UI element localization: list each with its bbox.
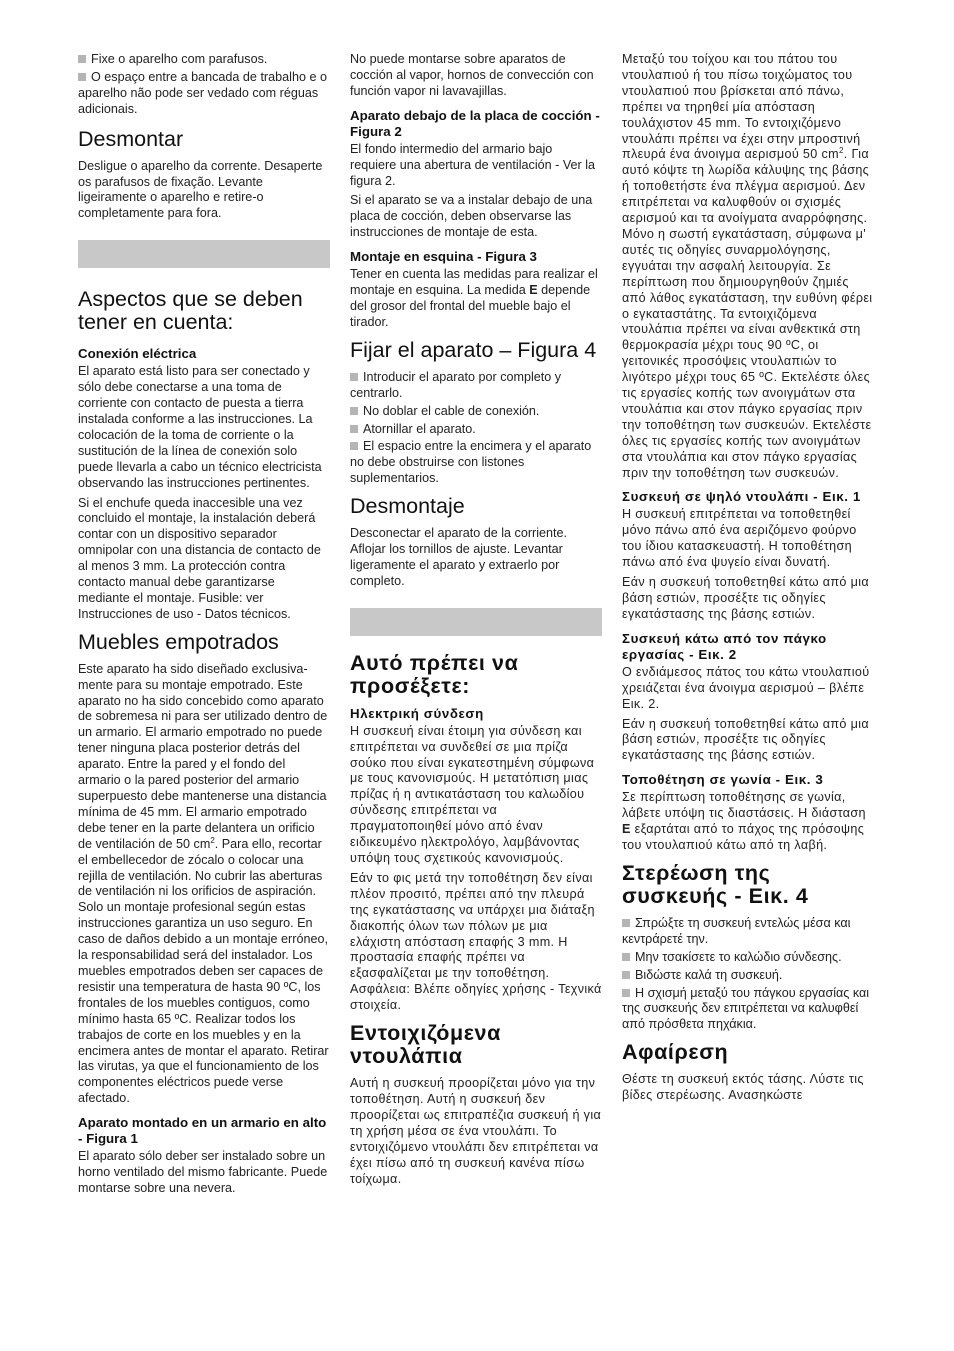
paragraph: Si el enchufe queda inaccesible una vez concluido el montaje, la instalación deberá contar con un dispositivo separador omnipolar con una distancia de contacto de al menos 3 mm. La protección contra contacto manual debe garantizarse mediante el montaje. Fusible: ver Instrucciones de uso - Datos técnicos. bbox=[78, 495, 321, 621]
section-title-fijar: Fijar el aparato – Figura 4 bbox=[350, 337, 597, 362]
bullet-square-icon bbox=[622, 989, 630, 997]
paragraph: Η συσκευή είναι έτοιμη για σύνδεση και επιτρέπεται να συνδεθεί σε μια πρίζα σούκο που είναι εγκατεστημένη σύμφωνα με τους κανονισμούς. Η μετατόπιση μιας πρίζας ή η αντικατάσταση του καλωδίου σύνδεσης επιτρέπεται να πραγματοποιηθεί μόνο από έναν ειδικευμένο ηλεκτρολόγο, λαμβάνοντας υπόψη τους σχετικούς κανονισμούς. bbox=[350, 723, 595, 865]
paragraph: Desconectar el aparato de la corriente. Aflojar los tornillos de ajuste. Levantar ligeramente el aparato y extraerlo por completo. bbox=[350, 526, 568, 588]
section-title-entoixizomena: Εντοιχιζόμενα ντουλάπια bbox=[350, 1021, 501, 1069]
bullet-square-icon bbox=[350, 407, 358, 415]
list-item: Η σχισμή μεταξύ του πάγκου εργασίας και της συσκευής δεν επιτρέπεται να καλυφθεί από πρόσθετα πηχάκια. bbox=[622, 985, 870, 1032]
paragraph: Σε περίπτωση τοποθέτησης σε γωνία, λάβετε υπόψη τις διαστάσεις. Η διάσταση E εξαρτάται από το πάχος της πρόσοψης του ντουλαπιού κάτω από τη λαβή. bbox=[622, 790, 866, 852]
section-title-muebles: Muebles empotrados bbox=[78, 629, 279, 654]
paragraph: No puede montarse sobre aparatos de cocción al vapor, hornos de convección con función vapor ni lavavajillas. bbox=[350, 52, 594, 98]
section-title-desmontaje: Desmontaje bbox=[350, 494, 465, 519]
paragraph: El aparato sólo deber ser instalado sobre un horno ventilado del mismo fabricante. Puede montarse sobre una nevera. bbox=[78, 1149, 328, 1195]
subheading-ipsilo: Συσκευή σε ψηλό ντουλάπι - Εικ. 1 bbox=[622, 489, 861, 505]
bullet-square-icon bbox=[350, 442, 358, 450]
list-item: Fixe o aparelho com parafusos. bbox=[78, 52, 330, 68]
section-divider-bar bbox=[350, 608, 602, 636]
subheading-esquina: Montaje en esquina - Figura 3 bbox=[350, 249, 537, 265]
paragraph: El aparato está listo para ser conectado y sólo debe conectarse a una toma de corriente con contacto de puesta a tierra instalada conforme a las instrucciones. La colocación de la toma de corriente o la sustitución de la línea de conexión solo puede llevarla a cabo un técnico electricista observando las instrucciones pertinentes. bbox=[78, 364, 322, 490]
section-title-sterewsi: Στερέωση της συσκευής - Εικ. 4 bbox=[622, 860, 809, 908]
bullet-square-icon bbox=[78, 73, 86, 81]
paragraph: Εάν η συσκευή τοποθετηθεί κάτω από μια βάση εστιών, προσέξτε τις οδηγίες εγκατάστασης της βάσης εστιών. bbox=[622, 575, 870, 621]
bullet-square-icon bbox=[350, 425, 358, 433]
bullet-square-icon bbox=[622, 953, 630, 961]
paragraph: Μεταξύ του τοίχου και του πάτου του ντουλαπιού ή του πίσω τοιχώματος του ντουλαπιού που βρίσκεται από πάνω, πρέπει να τηρηθεί μία απόσταση τουλάχιστον 45 mm. Το εντοιχιζόμενο ντουλάπι πρέπει να έχει στην μπροστινή πλευρά ένα άνοιγμα αερισμού 50 $cm^2$. Για αυτό κόψτε τη λωρίδα κάλυψης της βάσης ή τοποθετήστε ένα πλέγμα αερισμού. Δεν επιτρέπεται να καλυφθούν οι σχισμές αερισμού και τα ανοίγματα αναρρόφησης. Μόνο η σωστή εγκατάσταση, σύμφωνα μ' αυτές τις οδηγίες συναρμολόγησης, εγγυάται την ασφαλή λειτουργία. Σε περίπτωση που δημιουργηθούν ζημιές από λάθος εγκατάσταση, την ευθύνη φέρει ο εγκαταστάτης. Τα εντοιχιζόμενα ντουλάπια πρέπει να είναι ανθεκτικά στη θερμοκρασία μέχρι τους 90 ºC, οι γειτονικές προσόψεις ντουλαπιών το λιγότερο μέχρι τους 65 ºC. Εκτελέστε όλες τις εργασίες κοπής των ανοιγμάτων στα ντουλάπια και στον πάγκο εργασίας πριν την τοποθέτηση των συσκευών. Εκτελέστε όλες τις εργασίες κοπής των ανοιγμάτων στα ντουλάπια και στον πάγκο εργασίας πριν την τοποθέτηση των συσκευών. bbox=[622, 52, 873, 480]
paragraph: Η συσκευή επιτρέπεται να τοποθετηθεί μόνο πάνω από ένα αεριζόμενο φούρνο του ίδιου κατασκευαστή. Η τοποθέτηση πάνω από ένα ψυγείο είναι δυνατή. bbox=[622, 507, 857, 570]
paragraph: El fondo intermedio del armario bajo requiere una abertura de ventilación - Ver la figura 2. bbox=[350, 141, 596, 188]
bullet-square-icon bbox=[78, 55, 86, 63]
list-item: Σπρώξτε τη συσκευή εντελώς μέσα και κεντράρετέ την. bbox=[622, 915, 851, 946]
list-item: Introducir el aparato por completo y centrarlo. bbox=[350, 369, 562, 400]
paragraph: Ο ενδιάμεσος πάτος του κάτω ντουλαπιού χρειάζεται ένα άνοιγμα αερισμού – βλέπε Εικ. 2. bbox=[622, 664, 870, 711]
paragraph: Desligue o aparelho da corrente. Desaperte os parafusos de fixação. Levante ligeiramente o aparelho e retire-o completamente para fora. bbox=[78, 158, 323, 221]
list-item: Atornillar el aparato. bbox=[350, 422, 602, 438]
paragraph: Tener en cuenta las medidas para realizar el montaje en esquina. La medida E depende del grosor del frontal del mueble bajo el tirador. bbox=[350, 267, 598, 329]
subheading-gonia: Τοποθέτηση σε γωνία - Εικ. 3 bbox=[622, 772, 824, 788]
list-item: O espaço entre a bancada de trabalho e o aparelho não pode ser vedado com réguas adicionais. bbox=[78, 69, 327, 116]
section-title-aspectos: Aspectos que se deben tener en cuenta: bbox=[78, 287, 303, 335]
subheading-conexion: Conexión eléctrica bbox=[78, 346, 197, 362]
section-title-desmontar: Desmontar bbox=[78, 126, 184, 151]
subheading-alto: Aparato montado en un armario en alto - Figura 1 bbox=[78, 1115, 327, 1147]
paragraph: Εάν η συσκευή τοποθετηθεί κάτω από μια βάση εστιών, προσέξτε τις οδηγίες εγκατάστασης της βάσης εστιών. bbox=[622, 716, 870, 763]
subheading-ilektriki: Ηλεκτρική σύνδεση bbox=[350, 705, 484, 721]
column-3 bbox=[622, 52, 876, 1108]
section-title-afairesi: Αφαίρεση bbox=[622, 1040, 729, 1065]
subheading-pagko: Συσκευή κάτω από τον πάγκο εργασίας - Εικ. 2 bbox=[622, 630, 827, 662]
section-divider-bar bbox=[78, 240, 330, 268]
paragraph: Αυτή η συσκευή προορίζεται μόνο για την τοποθέτηση. Αυτή η συσκευή δεν προορίζεται ως επιτραπέζια συσκευή ή για τη χρήση μέσα σε ένα ντουλάπι. Το εντοιχιζόμενο ντουλάπι δεν επιτρέπεται να έχει πίσω από τη συσκευή κανένα πίσω τοίχωμα. bbox=[350, 1076, 602, 1186]
subheading-placa: Aparato debajo de la placa de cocción - Figura 2 bbox=[350, 107, 600, 139]
bullet-square-icon bbox=[622, 971, 630, 979]
paragraph: Si el aparato se va a instalar debajo de una placa de cocción, deben observarse las instrucciones de montaje de esta. bbox=[350, 193, 593, 240]
list-item: Βιδώστε καλά τη συσκευή. bbox=[622, 968, 876, 984]
paragraph: Este aparato ha sido diseñado exclusivamente para su montaje empotrado. Este aparato no ha sido concebido como aparato de sobremesa ni para ser utilizado dentro de un armario. El armario empotrado no puede tener ninguna placa posterior detrás del aparato. Entre la pared y el fondo del armario o la pared posterior del armario superpuesto debe mantenerse una distancia mínima de 45 mm. El armario empotrado debe tener en la parte delantera un orificio de ventilación de 50 $cm^2$. Para ello, recortar el embellecedor de zócalo o colocar una rejilla de ventilación. No cubrir las aberturas de ventilación ni los orificios de aspiración. Solo un montaje profesional según estas instrucciones garantiza un uso seguro. En caso de daños debido a un montaje erróneo, la responsabilidad será del instalador. Los muebles empotrados deben ser capaces de resistir una temperatura de hasta 90 ºC, los frontales de los muebles contiguos, como mínimo hasta 65 ºC. Realizar todos los trabajos de corte en los muebles y en la encimera antes de montar el aparato. Retirar las virutas, ya que el funcionamiento de los componentes eléctricos puede verse afectado. bbox=[78, 661, 329, 1106]
list-item: El espacio entre la encimera y el aparato no debe obstruirse con listones suplementarios. bbox=[350, 439, 592, 486]
paragraph: Θέστε τη συσκευή εκτός τάσης. Λύστε τις βίδες στερέωσης. Ανασηκώστε bbox=[622, 1072, 864, 1103]
list-item: No doblar el cable de conexión. bbox=[350, 404, 602, 420]
list-item: Μην τσακίσετε το καλώδιο σύνδεσης. bbox=[622, 950, 876, 966]
greek-section bbox=[350, 652, 602, 1188]
column-2 bbox=[350, 52, 602, 1191]
column-1 bbox=[78, 52, 330, 1201]
bullet-square-icon bbox=[350, 373, 358, 381]
paragraph: Εάν το φις μετά την τοποθέτηση δεν είναι πλέον προσιτό, πρέπει από την πλευρά της εγκατάστασης να υπάρχει μια διάταξη διακοπής όλων των πόλων με μια ελάχιστη απόσταση επαφής 3 mm. Η προστασία επαφής πρέπει να εξασφαλίζεται με την τοποθέτηση. Ασφάλεια: Βλέπε οδηγίες χρήσης - Τεχνικά στοιχεία. bbox=[350, 870, 602, 1013]
section-title-gr-prosexete: Αυτό πρέπει να προσέξετε: bbox=[350, 650, 519, 698]
bullet-square-icon bbox=[622, 919, 630, 927]
